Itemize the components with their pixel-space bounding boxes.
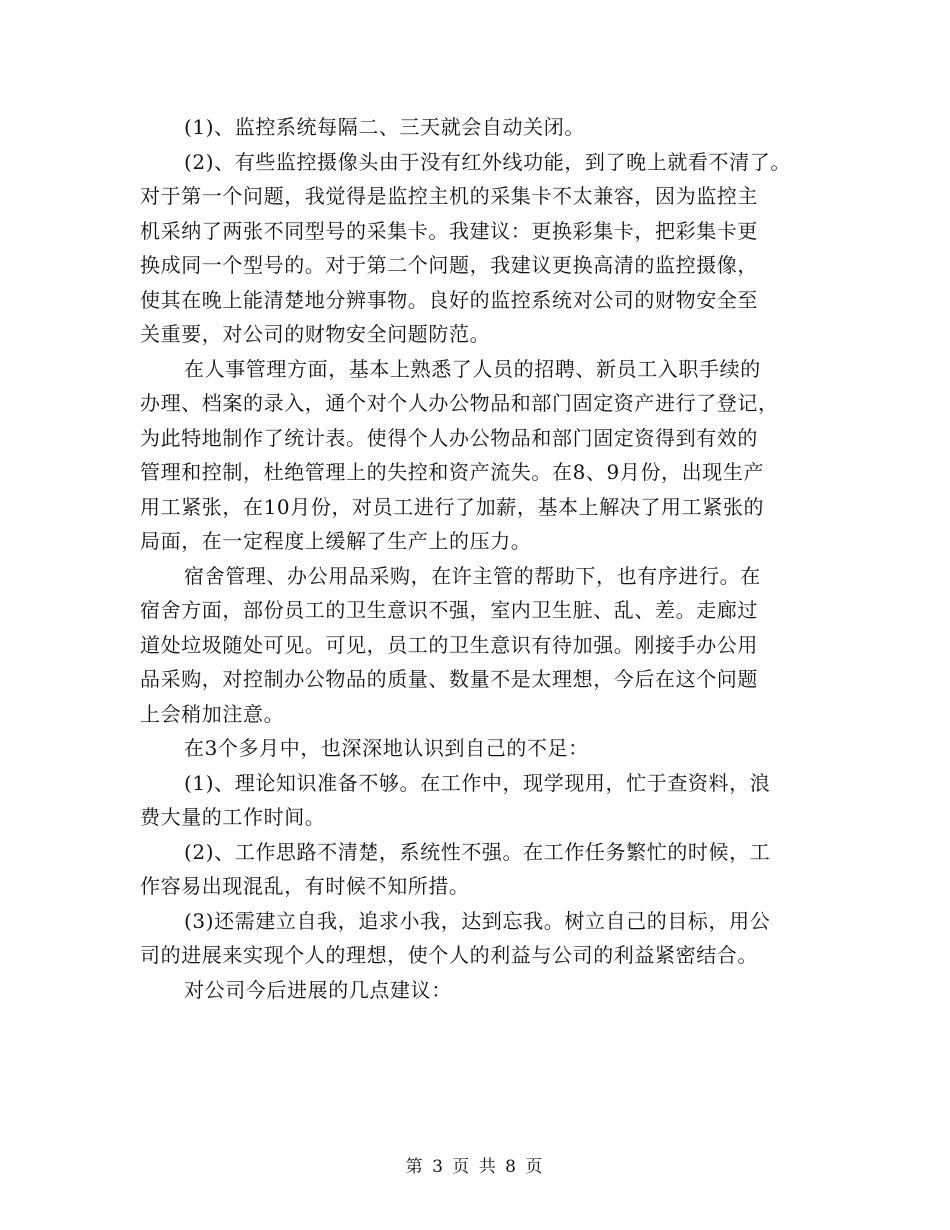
text-line-20: (1)、理论知识准备不够。在工作中，现学现用，忙于查资料，浪 bbox=[184, 770, 771, 795]
text-line-18: 上会稍加注意。 bbox=[140, 701, 285, 726]
document-body bbox=[140, 110, 830, 1007]
text-line-24: (3)还需建立自我，追求小我，达到忘我。树立自己的目标，用公 bbox=[184, 908, 771, 933]
text-line-17: 品采购，对控制办公物品的质量、数量不是太理想，今后在这个问题 bbox=[140, 667, 758, 691]
text-line-22: (2)、工作思路不清楚，系统性不强。在工作任务繁忙的时候，工 bbox=[184, 839, 771, 864]
text-line-4: 机采纳了两张不同型号的采集卡。我建议：更换彩集卡，把彩集卡更 bbox=[140, 218, 758, 243]
text-line-8: 在人事管理方面，基本上熟悉了人员的招聘、新员工入职手续的 bbox=[184, 356, 761, 381]
text-line-10: 为此特地制作了统计表。使得个人办公物品和部门固定资得到有效的 bbox=[140, 425, 758, 450]
text-line-19: 在3个多月中，也深深地认识到自己的不足： bbox=[184, 736, 589, 760]
text-line-16: 道处垃圾随处可见。可见，员工的卫生意识有待加强。刚接手办公用 bbox=[140, 632, 758, 657]
text-line-6: 使其在晚上能清楚地分辨事物。良好的监控系统对公司的财物安全至 bbox=[140, 287, 758, 312]
text-line-2: (2)、有些监控摄像头由于没有红外线功能，到了晚上就看不清了。 bbox=[184, 149, 791, 174]
text-line-9: 办理、档案的录入，通个对个人办公物品和部门固定资产进行了登记， bbox=[140, 391, 779, 415]
text-line-25: 司的进展来实现个人的理想，使个人的利益与公司的利益紧密结合。 bbox=[140, 943, 758, 967]
text-line-26: 对公司今后进展的几点建议： bbox=[184, 977, 452, 1002]
text-line-13: 局面，在一定程度上缓解了生产上的压力。 bbox=[140, 529, 532, 553]
text-line-15: 宿舍方面，部份员工的卫生意识不强，室内卫生脏、乱、差。走廊过 bbox=[140, 598, 758, 622]
text-line-12: 用工紧张，在10月份，对员工进行了加薪，基本上解决了用工紧张的 bbox=[140, 494, 765, 519]
text-line-11: 管理和控制，杜绝管理上的失控和资产流失。在8、9月份，出现生产 bbox=[140, 460, 765, 484]
text-line-7: 关重要，对公司的财物安全问题防范。 bbox=[140, 322, 491, 346]
text-line-21: 费大量的工作时间。 bbox=[140, 805, 326, 829]
text-line-5: 换成同一个型号的。对于第二个问题，我建议更换高清的监控摄像， bbox=[140, 253, 758, 277]
page-number-footer: 第 3 页 共 8 页 bbox=[405, 1157, 545, 1177]
text-line-14: 宿舍管理、办公用品采购，在许主管的帮助下，也有序进行。在 bbox=[184, 563, 761, 588]
text-line-1: (1)、监控系统每隔二、三天就会自动关闭。 bbox=[184, 115, 585, 139]
text-line-3: 对于第一个问题，我觉得是监控主机的采集卡不太兼容，因为监控主 bbox=[140, 184, 758, 208]
text-line-23: 作容易出现混乱，有时候不知所措。 bbox=[140, 874, 470, 898]
